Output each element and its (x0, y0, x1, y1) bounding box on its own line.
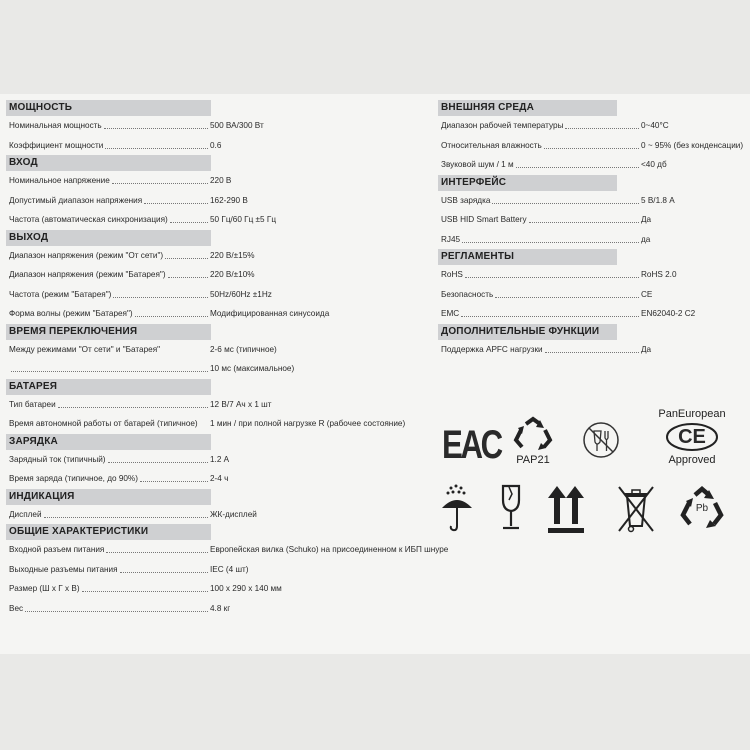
dot-leader (461, 316, 639, 317)
spec-row (438, 191, 741, 211)
spec-value: CE (641, 289, 653, 299)
no-food-contact-icon (581, 420, 621, 460)
spec-value: 2-4 ч (210, 474, 229, 483)
eac-mark (442, 423, 501, 467)
spec-value: 1 мин / при полной нагрузке R (рабочее состояние) (210, 419, 406, 428)
spec-sheet (0, 94, 750, 654)
spec-row (6, 599, 416, 619)
spec-value: 10 мс (максимальное) (210, 364, 295, 373)
spec-label: Диапазон рабочей температуры (441, 121, 564, 130)
section-5 (6, 434, 416, 489)
dot-leader (516, 167, 639, 168)
dot-leader (144, 203, 208, 204)
spec-value: ЖК-дисплей (210, 509, 257, 519)
spec-row (438, 116, 741, 136)
right-column (438, 100, 744, 359)
certification-marks (438, 408, 748, 556)
spec-value: Модифицированная синусоида (210, 309, 330, 318)
spec-row (6, 560, 416, 580)
spec-value: <40 дб (641, 160, 667, 169)
spec-row (6, 136, 416, 156)
approved-label: Approved (668, 454, 716, 466)
dot-leader (82, 591, 208, 592)
dot-leader (544, 148, 639, 149)
spec-value: 50 Гц/60 Гц ±5 Гц (210, 215, 277, 224)
spec-value: Да (641, 344, 652, 354)
spec-value: 500 ВА/300 Вт (210, 121, 264, 130)
section-heading: ВНЕШНЯЯ СРЕДА (438, 100, 617, 116)
section-3 (438, 324, 741, 360)
section-heading: БАТАРЕЯ (6, 379, 416, 395)
spec-value: 1.2 А (210, 454, 230, 464)
section-heading: ОБЩИЕ ХАРАКТЕРИСТИКИ (6, 524, 416, 540)
spec-label: Время заряда (типичное, до 90%) (9, 474, 138, 483)
spec-value: 5 В/1.8 А (641, 195, 675, 205)
dot-leader (495, 297, 639, 298)
spec-value: 4.8 кг (210, 603, 231, 613)
spec-label: RJ45 (441, 234, 461, 244)
pap21-label: PAP21 (516, 454, 550, 466)
section-heading: ВРЕМЯ ПЕРЕКЛЮЧЕНИЯ (6, 324, 416, 340)
spec-value: 220 В (210, 176, 232, 185)
spec-label: Время автономной работы от батарей (типичное) (9, 419, 198, 428)
section-1 (438, 175, 741, 250)
spec-value: 0.6 (210, 140, 222, 150)
spec-row (6, 246, 416, 266)
spec-row (438, 340, 741, 360)
spec-row (6, 171, 416, 191)
spec-label: Относительная влажность (441, 140, 542, 150)
dot-leader (165, 258, 208, 259)
dot-leader (529, 222, 639, 223)
dot-leader (108, 462, 208, 463)
dot-leader (565, 128, 639, 129)
spec-label: EMC (441, 309, 460, 318)
keep-dry-icon (440, 484, 474, 534)
pb-label: Pb (695, 503, 709, 514)
spec-label: USB зарядка (441, 195, 491, 205)
weee-bin-icon (616, 484, 656, 534)
section-heading: ВХОД (6, 155, 416, 171)
spec-value: 220 В/±15% (210, 250, 255, 260)
section-7 (6, 524, 449, 618)
spec-label: Форма волны (режим "Батарея") (9, 309, 133, 318)
spec-label: Номинальное напряжение (9, 176, 110, 185)
spec-row (438, 285, 741, 305)
spec-label: Дисплей (9, 509, 42, 519)
this-way-up-icon (548, 484, 584, 534)
spec-value: 50Hz/60Hz ±1Hz (210, 289, 272, 299)
spec-row (6, 450, 416, 470)
spec-row (6, 265, 416, 285)
dot-leader (112, 183, 208, 184)
section-heading: ЗАРЯДКА (6, 434, 416, 450)
spec-row (6, 210, 416, 230)
spec-value: 2-6 мс (типичное) (210, 344, 277, 354)
dot-leader (170, 222, 208, 223)
spec-row (438, 304, 741, 324)
spec-label: Частота (автоматическая синхронизация) (9, 215, 168, 224)
spec-label: USB HID Smart Battery (441, 215, 527, 224)
spec-value: EN62040-2 C2 (641, 309, 696, 318)
ce-oval (665, 422, 719, 452)
spec-value: 0~40°C (641, 121, 669, 130)
spec-row (6, 540, 449, 560)
recycle-pap21-icon (508, 416, 564, 466)
section-2 (6, 230, 416, 324)
spec-label: Звуковой шум / 1 м (441, 160, 514, 169)
section-4 (6, 379, 416, 434)
dot-leader (113, 297, 208, 298)
spec-label: Допустимый диапазон напряжения (9, 195, 143, 205)
spec-row (438, 155, 741, 175)
dot-leader (140, 481, 208, 482)
section-heading: ИНТЕРФЕЙС (438, 175, 617, 191)
spec-label: Безопасность (441, 289, 494, 299)
spec-row (6, 304, 416, 324)
spec-row (438, 230, 741, 250)
dot-leader (25, 611, 208, 612)
spec-label: Зарядный ток (типичный) (9, 454, 106, 464)
spec-row (6, 414, 416, 434)
pan-european-ce-mark (642, 408, 742, 466)
spec-label: Диапазон напряжения (режим "Батарея") (9, 270, 166, 279)
dot-leader (492, 203, 639, 204)
dot-leader (545, 352, 639, 353)
dot-leader (120, 572, 208, 573)
spec-label: Выходные разъемы питания (9, 564, 118, 574)
section-2 (438, 249, 741, 324)
ce-label: CE (678, 426, 706, 448)
section-1 (6, 155, 416, 230)
spec-value: 162-290 В (210, 195, 248, 205)
spec-label: Диапазон напряжения (режим "От сети") (9, 250, 164, 260)
spec-row (6, 505, 416, 525)
spec-label: Частота (режим "Батарея") (9, 289, 112, 299)
spec-row (6, 285, 416, 305)
section-heading: ДОПОЛНИТЕЛЬНЫЕ ФУНКЦИИ (438, 324, 617, 340)
dot-leader (44, 517, 208, 518)
section-heading: ВЫХОД (6, 230, 416, 246)
spec-value: IEC (4 шт) (210, 564, 249, 574)
dot-leader (168, 277, 208, 278)
spec-label: Поддержка APFC нагрузки (441, 344, 543, 354)
spec-label: RoHS (441, 270, 463, 279)
dot-leader (11, 371, 208, 372)
spec-row (438, 265, 741, 285)
section-heading: МОЩНОСТЬ (6, 100, 416, 116)
spec-value: 0 ~ 95% (без конденсации) (641, 140, 744, 150)
dot-leader (104, 128, 208, 129)
spec-row (6, 340, 416, 360)
spec-label: Размер (Ш х Г х В) (9, 584, 80, 593)
fragile-icon (498, 484, 524, 534)
section-heading: РЕГЛАМЕНТЫ (438, 249, 617, 265)
eac-mark-text: EAC (442, 423, 501, 467)
spec-row (438, 136, 744, 156)
spec-row (6, 395, 416, 415)
spec-value: Европейская вилка (Schuko) на присоединенном к ИБП шнуре (210, 545, 449, 554)
section-6 (6, 489, 416, 525)
spec-label: Вес (9, 603, 24, 613)
section-3 (6, 324, 416, 379)
spec-value: 100 х 290 х 140 мм (210, 584, 282, 593)
spec-value: RoHS 2.0 (641, 270, 677, 279)
spec-row (6, 116, 416, 136)
spec-label: Тип батареи (9, 399, 56, 409)
spec-label: Входной разъем питания (9, 545, 105, 554)
spec-value: Да (641, 215, 652, 224)
dot-leader (135, 316, 208, 317)
section-heading: ИНДИКАЦИЯ (6, 489, 416, 505)
pan-european-label: PanEuropean (658, 408, 726, 420)
spec-row (6, 359, 416, 379)
spec-value: да (641, 234, 651, 244)
recycle-pb-icon (676, 486, 728, 532)
spec-row (438, 210, 741, 230)
dot-leader (462, 242, 639, 243)
spec-row (6, 579, 416, 599)
dot-leader (105, 148, 208, 149)
spec-label: Коэффициент мощности (9, 140, 104, 150)
section-0 (6, 100, 416, 155)
spec-label: Номинальная мощность (9, 121, 102, 130)
dot-leader (465, 277, 639, 278)
section-0 (438, 100, 744, 175)
left-column (6, 100, 449, 618)
spec-value: 220 В/±10% (210, 270, 255, 279)
dot-leader (106, 552, 208, 553)
spec-row (6, 191, 416, 211)
spec-value: 12 В/7 Ач х 1 шт (210, 399, 272, 409)
spec-row (6, 469, 416, 489)
dot-leader (58, 407, 208, 408)
spec-label: Между режимами "От сети" и "Батарея" (9, 344, 161, 354)
